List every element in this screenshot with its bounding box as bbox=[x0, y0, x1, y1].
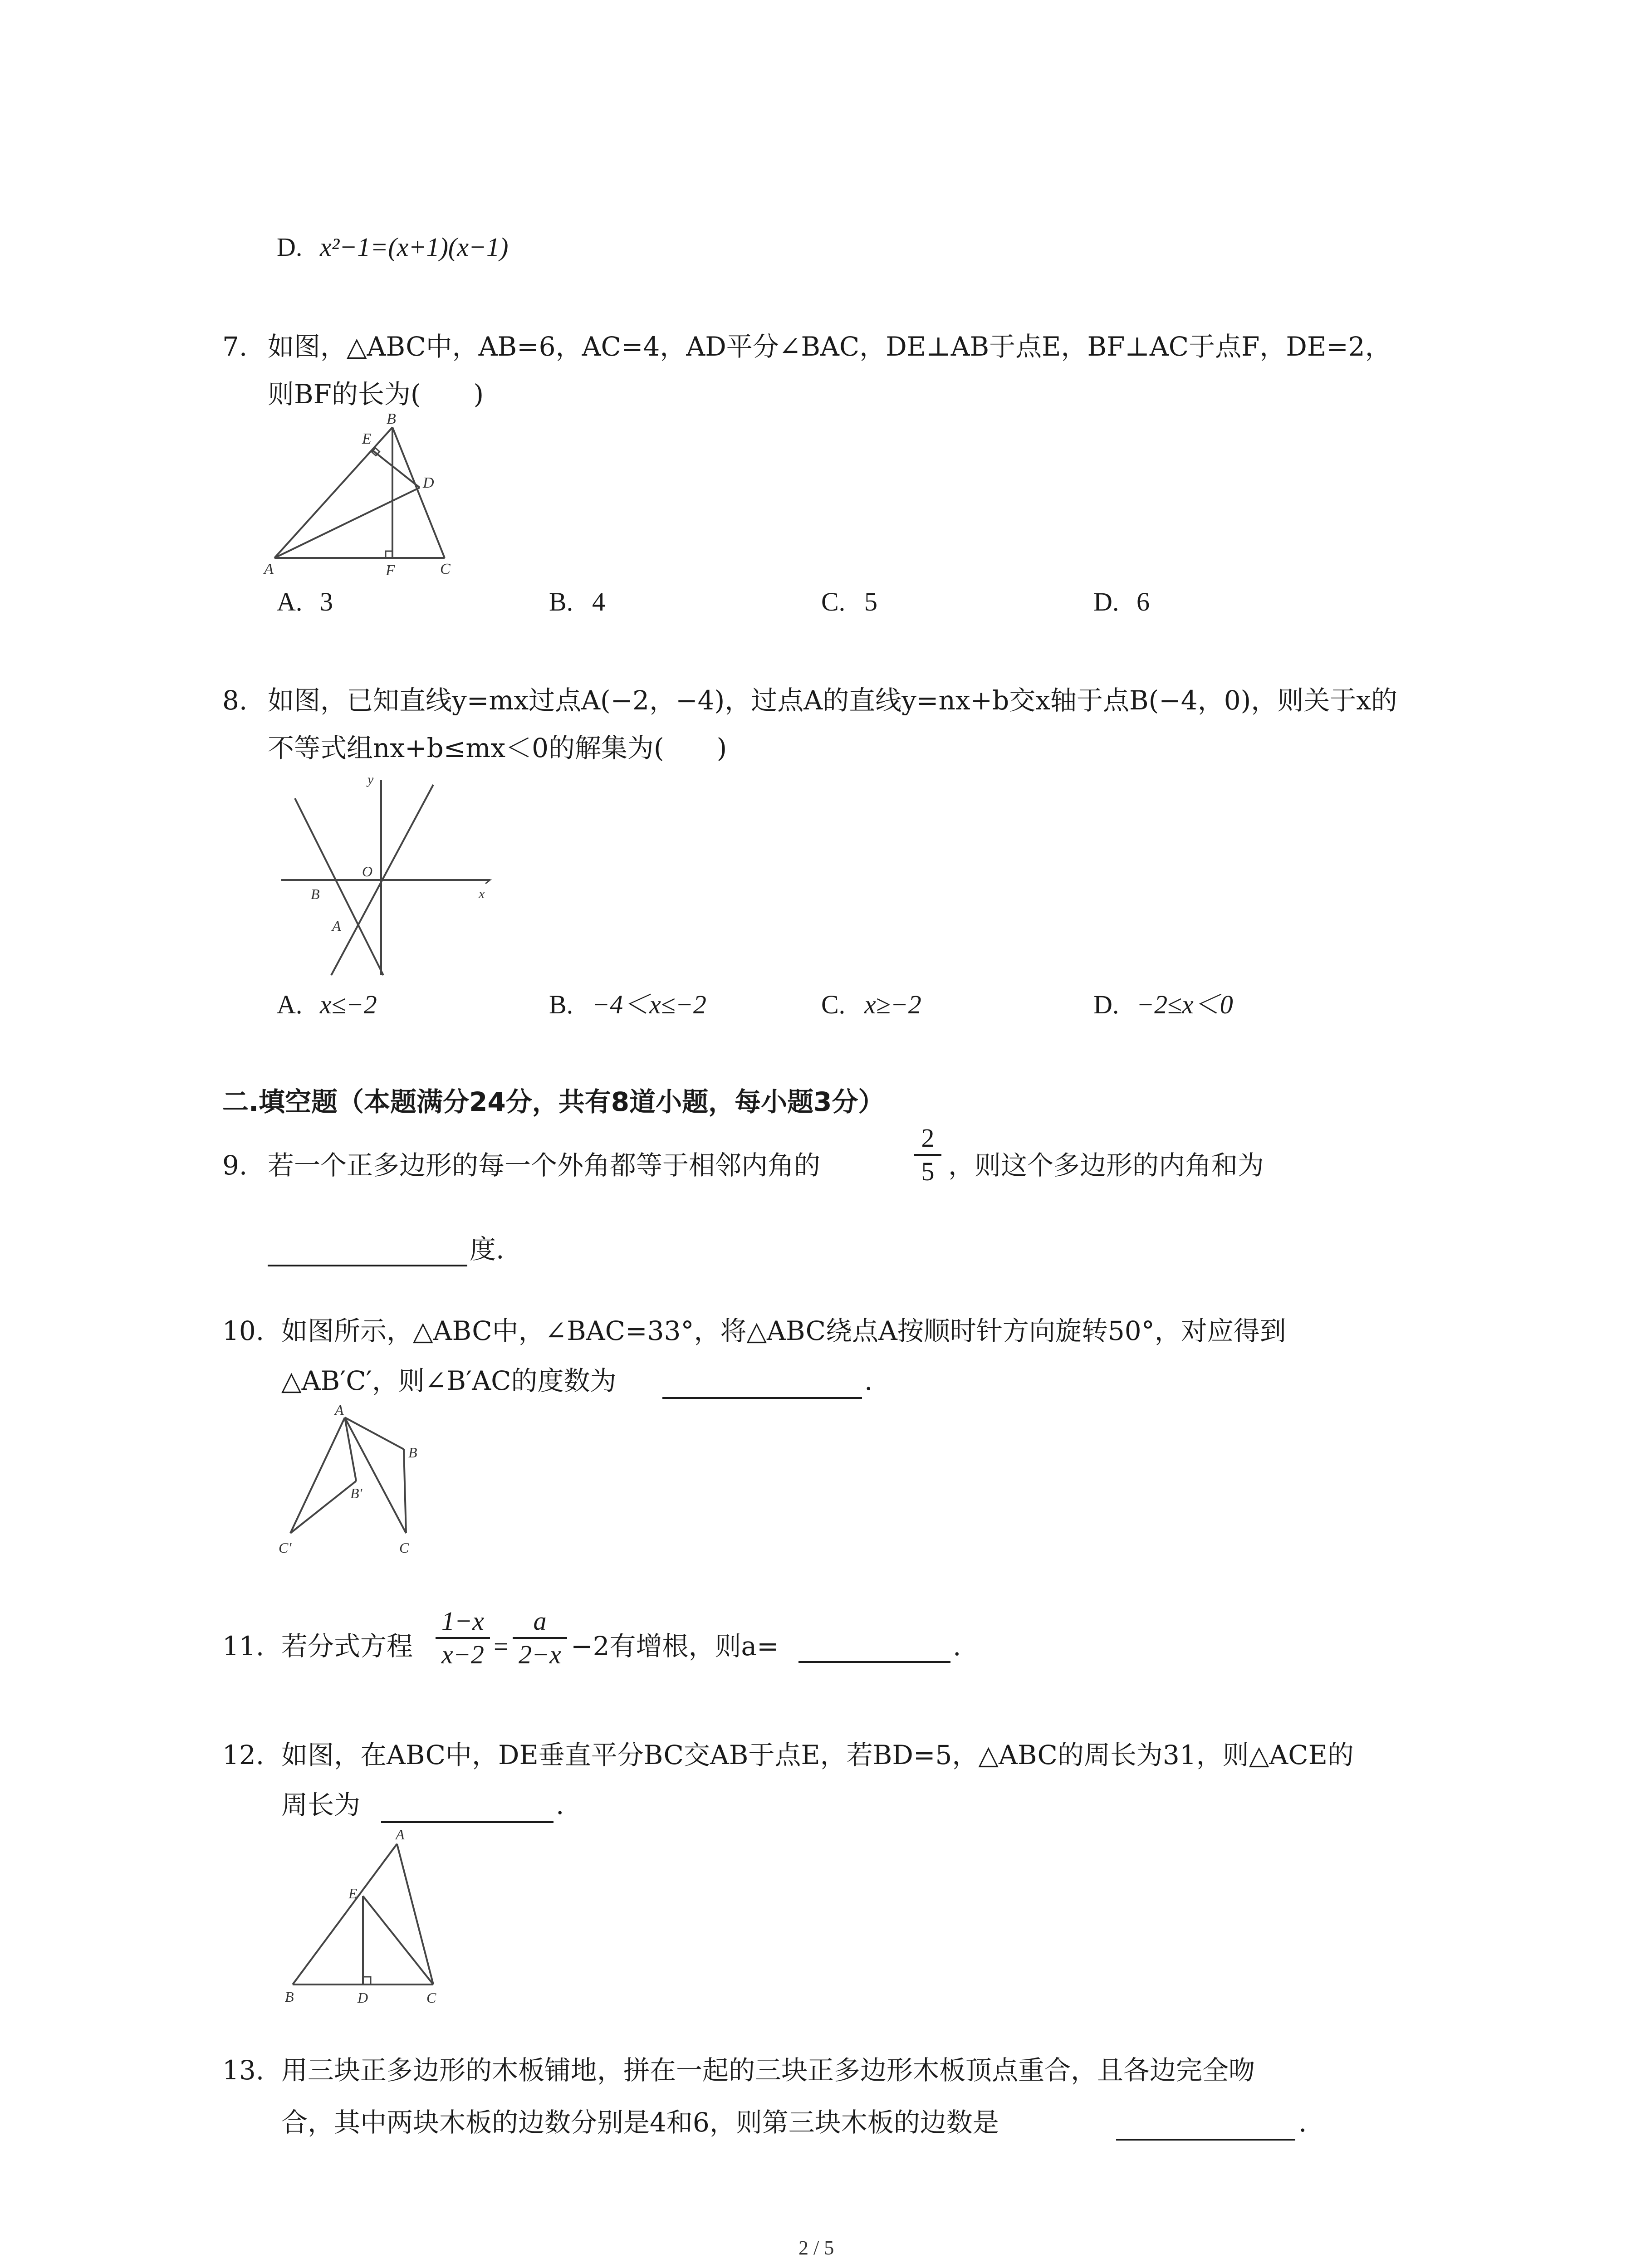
q7-text-line2: 则BF的长为( ) bbox=[268, 379, 484, 410]
q9-number: 9. bbox=[222, 1150, 248, 1181]
q11-fraction-left-num: 1−x bbox=[441, 1606, 484, 1636]
q11-fraction-right bbox=[513, 1608, 567, 1668]
q11-fraction-left-den: x−2 bbox=[441, 1640, 484, 1669]
q8-option-b-label: B. bbox=[549, 990, 573, 1019]
q8-label-y: y bbox=[367, 772, 374, 787]
q8-option-c-value: x≥−2 bbox=[864, 990, 921, 1019]
q10-line2-end: . bbox=[864, 1365, 873, 1396]
q9-fraction-den: 5 bbox=[921, 1157, 935, 1186]
q13-text-line1: 用三块正多边形的木板铺地，拼在一起的三块正多边形木板顶点重合，且各边完全吻 bbox=[281, 2055, 1255, 2086]
page-number: 2 / 5 bbox=[798, 2237, 834, 2259]
q8-label-o: O bbox=[362, 863, 373, 880]
q7-option-c-label: C. bbox=[821, 587, 846, 616]
q8-text-line2: 不等式组nx+b≤mx＜0的解集为( ) bbox=[268, 733, 727, 763]
q7-label-a: A bbox=[264, 561, 274, 577]
q8-number: 8. bbox=[222, 685, 248, 716]
q10-label-cp: C′ bbox=[279, 1540, 292, 1556]
q13-line2-end: . bbox=[1298, 2107, 1307, 2138]
q11-fraction-right-num: a bbox=[533, 1606, 547, 1636]
q12-text-line1: 如图，在ABC中，DE垂直平分BC交AB于点E，若BD=5，△ABC的周长为31，则△ACE的 bbox=[281, 1740, 1354, 1770]
q12-answer-blank[interactable] bbox=[381, 1821, 554, 1823]
q6-option-d-expr: x²−1=(x+1)(x−1) bbox=[320, 232, 509, 262]
q6-option-d-label: D. bbox=[277, 232, 303, 262]
q11-fraction-right-den: 2−x bbox=[519, 1640, 561, 1669]
q12-label-d: D bbox=[358, 1989, 368, 2006]
q11-text-before: 若分式方程 bbox=[281, 1631, 413, 1662]
q13-number: 13. bbox=[222, 2055, 265, 2086]
q12-text-line2: 周长为 bbox=[281, 1789, 361, 1820]
q13-answer-blank[interactable] bbox=[1116, 2139, 1295, 2141]
q8-option-b-value: −4＜x≤−2 bbox=[592, 990, 706, 1019]
q7-number: 7. bbox=[222, 331, 248, 362]
q13-text-line2: 合，其中两块木板的边数分别是4和6，则第三块木板的边数是 bbox=[281, 2107, 999, 2138]
q8-label-a: A bbox=[332, 918, 341, 934]
q11-number: 11. bbox=[222, 1631, 265, 1662]
q8-text-line1: 如图，已知直线y=mx过点A(−2，−4)，过点A的直线y=nx+b交x轴于点B(−4，0)，则关于x的 bbox=[268, 685, 1397, 716]
q12-label-a: A bbox=[396, 1826, 405, 1843]
q11-equals: = bbox=[494, 1632, 509, 1661]
q9-text-after: ，则这个多边形的内角和为 bbox=[948, 1150, 1264, 1181]
q12-label-b: B bbox=[285, 1989, 294, 2005]
q8-option-d-label: D. bbox=[1093, 990, 1119, 1019]
q9-answer-blank[interactable] bbox=[268, 1265, 467, 1266]
q8-option-d-value: −2≤x＜0 bbox=[1136, 990, 1233, 1019]
q9-text-before: 若一个正多边形的每一个外角都等于相邻内角的 bbox=[268, 1150, 821, 1181]
q7-text-line1: 如图，△ABC中，AB=6，AC=4，AD平分∠BAC，DE⊥AB于点E，BF⊥AC于点F，DE=2， bbox=[268, 331, 1391, 362]
q7-label-e: E bbox=[362, 430, 372, 447]
q12-line2-end: . bbox=[556, 1789, 564, 1820]
q10-text-line2: △AB′C′，则∠B′AC的度数为 bbox=[281, 1365, 617, 1396]
q10-text-line1: 如图所示，△ABC中，∠BAC=33°，将△ABC绕点A按顺时针方向旋转50°，对应得到 bbox=[281, 1315, 1286, 1346]
q7-option-c-value: 5 bbox=[864, 587, 877, 616]
q8-coordinate-figure bbox=[272, 771, 499, 984]
q8-label-b: B bbox=[311, 886, 320, 902]
q8-label-x: x bbox=[479, 886, 485, 901]
q12-triangle-figure bbox=[277, 1826, 449, 2007]
q10-number: 10. bbox=[222, 1315, 265, 1346]
q10-rotation-figure bbox=[272, 1399, 445, 1563]
q7-option-b-value: 4 bbox=[592, 587, 605, 616]
q8-option-a-label: A. bbox=[277, 990, 303, 1019]
q8-option-c-label: C. bbox=[821, 990, 846, 1019]
q7-option-d-label: D. bbox=[1093, 587, 1119, 616]
q7-option-a-value: 3 bbox=[320, 587, 333, 616]
q8-option-a-value: x≤−2 bbox=[320, 990, 377, 1019]
section2-heading: 二.填空题（本题满分24分，共有8道小题，每小题3分） bbox=[222, 1086, 885, 1117]
q12-number: 12. bbox=[222, 1740, 265, 1770]
q7-option-b-label: B. bbox=[549, 587, 573, 616]
q10-label-c: C bbox=[399, 1540, 409, 1556]
q7-label-d: D bbox=[423, 474, 434, 491]
q11-fraction-left bbox=[436, 1608, 490, 1668]
q7-triangle-figure bbox=[254, 408, 463, 581]
q10-answer-blank[interactable] bbox=[662, 1397, 862, 1399]
q7-option-d-value: 6 bbox=[1136, 587, 1150, 616]
q9-fraction-num: 2 bbox=[921, 1123, 935, 1153]
q12-label-c: C bbox=[426, 1989, 436, 2006]
q11-text-mid: −2有增根，则a= bbox=[571, 1631, 779, 1662]
q10-label-b: B bbox=[408, 1444, 417, 1461]
q9-fraction bbox=[914, 1125, 941, 1185]
q7-label-f: F bbox=[386, 562, 395, 579]
q7-label-c: C bbox=[440, 561, 451, 577]
q9-unit: 度. bbox=[470, 1234, 505, 1265]
q11-answer-blank[interactable] bbox=[798, 1661, 950, 1663]
q11-end: . bbox=[953, 1631, 961, 1662]
q7-option-a-label: A. bbox=[277, 587, 303, 616]
q12-label-e: E bbox=[348, 1885, 358, 1901]
q10-label-a: A bbox=[335, 1402, 344, 1418]
q10-label-bp: B′ bbox=[350, 1485, 362, 1501]
q7-label-b: B bbox=[387, 411, 396, 427]
